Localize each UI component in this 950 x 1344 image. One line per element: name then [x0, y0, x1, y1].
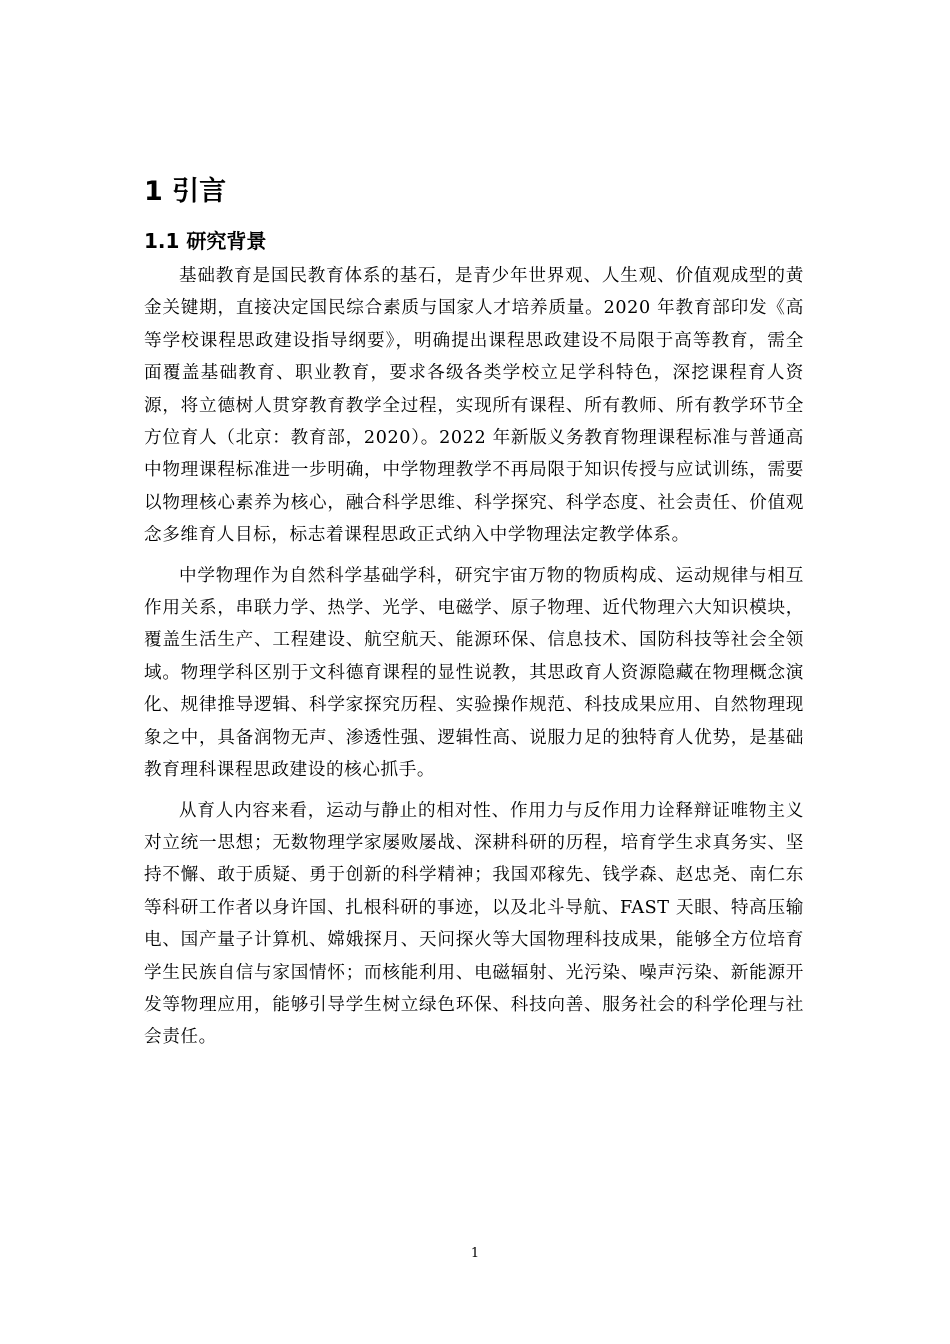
body-paragraph-1: 基础教育是国民教育体系的基石，是青少年世界观、人生观、价值观成型的黄金关键期，直接决定国民综合素质与国家人才培养质量。2020 年教育部印发《高等学校课程思政建设指导纲要》，明确提出课程思政建设不局限于高等教育，需全面覆盖基础教育、职业教育，要求各级各类学校立足学科特色，深挖课程育人资源，将立德树人贯穿教育教学全过程，实现所有课程、所有教师、所有教学环节全方位育人（北京：教育部，2020）。2022 年新版义务教育物理课程标准与普通高中物理课程标准进一步明确，中学物理教学不再局限于知识传授与应试训练，需要以物理核心素养为核心，融合科学思维、科学探究、科学态度、社会责任、价值观念多维育人目标，标志着课程思政正式纳入中学物理法定教学体系。 — [144, 266, 804, 546]
page-content — [144, 172, 804, 1054]
body-paragraph-3: 从育人内容来看，运动与静止的相对性、作用力与反作用力诠释辩证唯物主义对立统一思想；无数物理学家屡败屡战、深耕科研的历程，培育学生求真务实、坚持不懈、敢于质疑、勇于创新的科学精神；我国邓稼先、钱学森、赵忠尧、南仁东等科研工作者以身许国、扎根科研的事迹，以及北斗导航、FAST 天眼、特高压输电、国产量子计算机、嫦娥探月、天问探火等大国物理科技成果，能够全方位培育学生民族自信与家国情怀；而核能利用、电磁辐射、光污染、噪声污染、新能源开发等物理应用，能够引导学生树立绿色环保、科技向善、服务社会的科学伦理与社会责任。 — [144, 800, 804, 1048]
section-heading: 1.1 研究背景 — [144, 229, 267, 253]
page-number: 1 — [470, 1246, 480, 1261]
body-paragraph-2: 中学物理作为自然科学基础学科，研究宇宙万物的物质构成、运动规律与相互作用关系，串联力学、热学、光学、电磁学、原子物理、近代物理六大知识模块，覆盖生活生产、工程建设、航空航天、能源环保、信息技术、国防科技等社会全领域。物理学科区别于文科德育课程的显性说教，其思政育人资源隐藏在物理概念演化、规律推导逻辑、科学家探究历程、实验操作规范、科技成果应用、自然物理现象之中，具备润物无声、渗透性强、逻辑性高、说服力足的独特育人优势，是基础教育理科课程思政建设的核心抓手。 — [144, 565, 804, 781]
chapter-heading: 1 引言 — [144, 176, 227, 207]
